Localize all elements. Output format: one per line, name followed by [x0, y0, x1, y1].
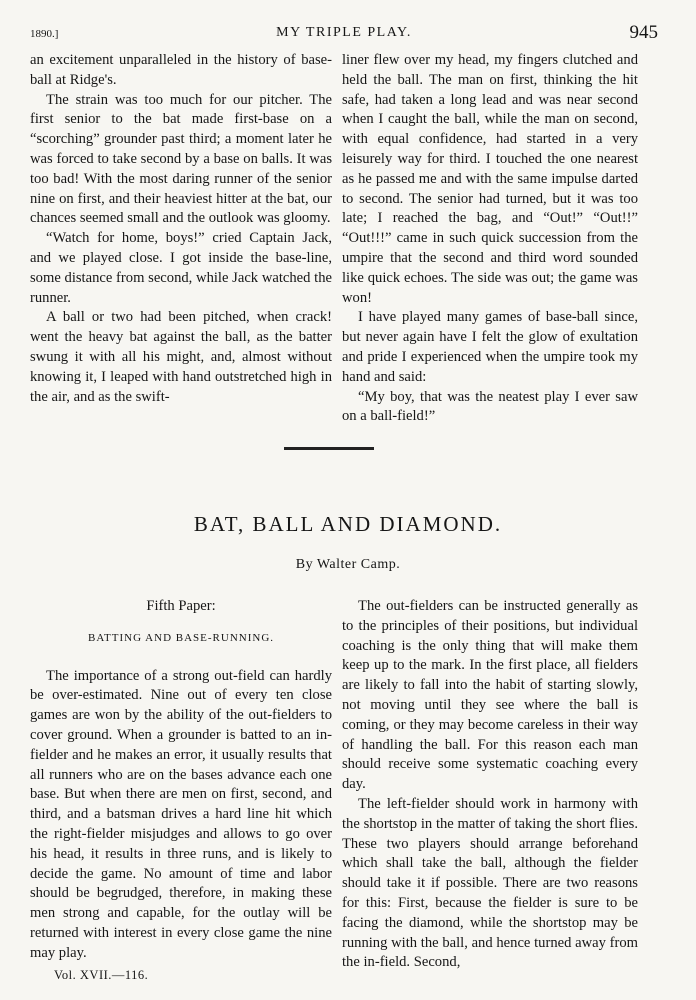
article-title: BAT, BALL AND DIAMOND. [193, 512, 503, 536]
story-column-left [30, 51, 332, 407]
page-header [30, 22, 658, 46]
story-paragraph: I have played many games of base-ball since, but never again have I felt the glow of exultation and pride I experienced when the umpire took my hand and said: [342, 309, 638, 385]
issue-date: 1890.] [30, 28, 59, 40]
article-paragraph: The left-fielder should work in harmony with the shortstop in the matter of taking the short flies. These two players should arrange beforehand which shall take the ball, although the fielder should take it if possible. There are two reasons for this: First, because the fielder is sure to be facing the diamond, while the shortstop may be running with the ball, and hence turned away from the in-field. Second, [342, 795, 638, 971]
story-paragraph: an excitement unparalleled in the history of base-ball at Ridge's. [30, 52, 332, 88]
page-number: 945 [629, 22, 658, 43]
section-heading: BATTING AND BASE-RUNNING. [87, 631, 275, 644]
paper-label: Fifth Paper: [146, 598, 216, 614]
article-column-right [342, 597, 638, 973]
article-paragraph: The importance of a strong out-field can hardly be over-estimated. Nine out of every ten close games are won by the ability of the out-fielders to cover ground. When a grounder is batted to an in-fielder and he makes an error, it usually results that all runners who are on the bases advance each one base. But when there are men on first, second, and third, and a batsman drives a hard line hit which the right-fielder misjudges and allows to go over his head, it results in three runs, and is likely to decide the game. No amount of time and labor should be begrudged, therefore, in making these men strong and capable, for the outlay will be returned with interest in every close game the nine may play. [30, 667, 332, 961]
article-byline: By Walter Camp. [295, 557, 401, 572]
story-paragraph: A ball or two had been pitched, when crack! went the heavy bat against the ball, as the batter swung it with all his might, and, almost without knowing it, I leaped with hand outstretched high in the air, and as the swift- [30, 309, 332, 405]
article-paragraph: The out-fielders can be instructed generally as to the principles of their positions, but individual coaching is the only thing that will make them keep up to the mark. In the first place, all fielders are likely to fall into the habit of starting slowly, not moving until they see where the ball is coming, or they may become careless in their way of handling the ball. For this reason each man should receive some systematic coaching every day. [342, 598, 638, 793]
story-column-right [342, 51, 638, 427]
story-paragraph: liner flew over my head, my fingers clutched and held the ball. The man on first, thinking the hit safe, had taken a long lead and was near second when I caught the ball, while the man on second, with equal confidence, had started in a very leisurely way for third. I touched the one nearest as he passed me and with the same impulse darted to second. The senior had turned, but it was too late; I reached the bag, and “Out!” “Out!!” “Out!!!” came in such quick succession from the umpire that the second and third word sounded like quick echoes. The side was out; the game was won! [342, 52, 638, 306]
volume-footer: Vol. XVII.—116. [54, 967, 149, 982]
running-title: MY TRIPLE PLAY. [276, 25, 412, 40]
article-column-left [30, 597, 332, 985]
section-divider [284, 447, 374, 450]
story-paragraph: “My boy, that was the neatest play I ever saw on a ball-field!” [342, 388, 638, 425]
story-paragraph: “Watch for home, boys!” cried Captain Jack, and we played close. I got inside the base-line, some distance from second, while Jack watched the runner. [30, 230, 332, 306]
story-paragraph: The strain was too much for our pitcher. The first senior to the bat made first-base on a “scorching” grounder past third; a moment later he was forced to take second by a base on balls. It was too bad! With the most daring runner of the senior nine on first, and their heaviest hitter at the bat, our chances seemed small and the outlook was gloomy. [30, 91, 332, 227]
